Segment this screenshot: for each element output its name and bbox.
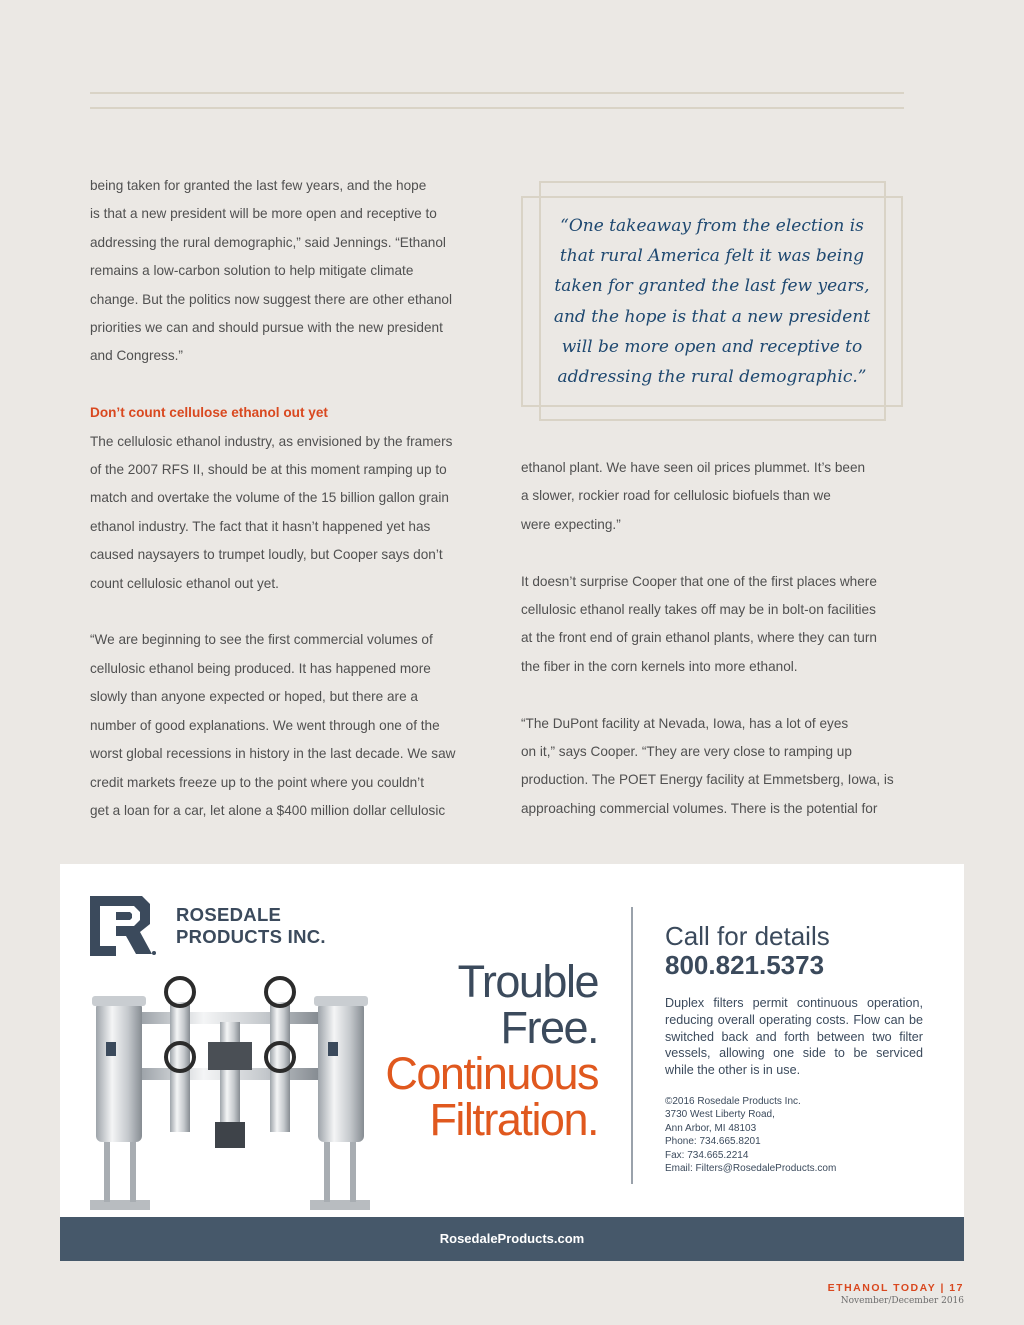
paragraph-gap <box>521 539 921 567</box>
magazine-page-number: ETHANOL TODAY | 17 <box>827 1282 964 1294</box>
ad-contact-block <box>665 921 923 1175</box>
headline-line: Filtration. <box>429 1094 598 1145</box>
advertisement[interactable] <box>60 864 964 1261</box>
contact-line: ©2016 Rosedale Products Inc. <box>665 1095 801 1107</box>
ad-headline <box>385 956 598 1145</box>
phone-number[interactable]: 800.821.5373 <box>665 950 825 980</box>
body-line: at the front end of grain ethanol plants, where they can turn <box>521 630 877 646</box>
brand-line: ROSEDALE <box>176 904 282 925</box>
pull-quote <box>521 181 903 407</box>
headline-line: Trouble <box>457 956 598 1007</box>
body-line: were expecting.” <box>521 516 621 532</box>
body-line: change. But the politics now suggest there are other ethanol <box>90 291 452 307</box>
body-line: It doesn’t surprise Cooper that one of the first places where <box>521 573 877 589</box>
body-line: priorities we can and should pursue with the new president <box>90 320 443 336</box>
contact-line: 3730 West Liberty Road, <box>665 1109 775 1121</box>
ad-divider <box>631 907 633 1184</box>
body-line: approaching commercial volumes. There is the potential for <box>521 800 878 816</box>
body-line: count cellulosic ethanol out yet. <box>90 575 279 591</box>
ad-description: Duplex filters permit continuous operation, reducing overall operating costs. Flow can be switched back and forth between two filter vessels, allowing one side to be serviced while the other is in use. <box>665 996 923 1078</box>
website-link[interactable]: RosedaleProducts.com <box>60 1217 964 1261</box>
contact-line: Fax: 734.665.2214 <box>665 1149 749 1161</box>
quote-line: “One takeaway from the election is <box>560 216 864 236</box>
body-line: caused naysayers to trumpet loudly, but Cooper says don’t <box>90 547 443 563</box>
cta-label: Call for details <box>665 921 830 951</box>
paragraph-gap <box>90 598 490 626</box>
body-line: get a loan for a car, let alone a $400 million dollar cellulosic <box>90 802 446 818</box>
body-line: of the 2007 RFS II, should be at this moment ramping up to <box>90 462 447 478</box>
body-line: is that a new president will be more open and receptive to <box>90 206 437 222</box>
pull-quote-text <box>541 211 883 392</box>
body-line: a slower, rockier road for cellulosic biofuels than we <box>521 488 831 504</box>
body-line: and Congress.” <box>90 348 183 364</box>
body-line: “The DuPont facility at Nevada, Iowa, has a lot of eyes <box>521 715 849 731</box>
body-line: The cellulosic ethanol industry, as envisioned by the framers <box>90 433 453 449</box>
contact-line[interactable]: Email: Filters@RosedaleProducts.com <box>665 1163 837 1175</box>
duplex-filter-icon <box>90 972 370 1227</box>
body-line: credit markets freeze up to the point where you couldn’t <box>90 774 424 790</box>
contact-line: Ann Arbor, MI 48103 <box>665 1122 757 1134</box>
body-line: the fiber in the corn kernels into more ethanol. <box>521 658 798 674</box>
headline-line: Free. <box>500 1002 598 1053</box>
quote-line: that rural America felt it was being <box>559 246 865 267</box>
brand-name <box>176 904 326 948</box>
quote-line: will be more open and receptive to <box>561 336 863 357</box>
issue-date: November/December 2016 <box>840 1296 964 1306</box>
body-line: being taken for granted the last few years, and the hope <box>90 178 427 193</box>
quote-line: addressing the rural demographic.” <box>557 367 867 388</box>
quote-line: and the hope is that a new president <box>553 306 871 327</box>
body-line: production. The POET Energy facility at Emmetsberg, Iowa, is <box>521 772 894 788</box>
page-folio <box>828 1282 964 1307</box>
body-line: cellulosic ethanol really takes off may be in bolt-on facilities <box>521 602 876 618</box>
contact-details <box>665 1095 923 1175</box>
article-column-left <box>90 172 490 825</box>
top-rule <box>90 92 904 94</box>
quote-line: taken for granted the last few years, <box>554 276 870 297</box>
body-line: number of good explanations. We went through one of the <box>90 717 440 733</box>
article-column-right <box>521 454 921 823</box>
body-line: match and overtake the volume of the 15 billion gallon grain <box>90 490 449 506</box>
headline-line: Continuous <box>385 1048 598 1099</box>
body-line: “We are beginning to see the first commercial volumes of <box>90 632 433 648</box>
body-line: ethanol plant. We have seen oil prices plummet. It’s been <box>521 460 866 475</box>
body-line: remains a low-carbon solution to help mitigate climate <box>90 263 414 279</box>
rosedale-logo-icon <box>90 896 158 956</box>
brand-line: PRODUCTS INC. <box>176 926 326 947</box>
contact-line[interactable]: Phone: 734.665.8201 <box>665 1136 761 1148</box>
section-subhead: Don’t count cellulose ethanol out yet <box>90 405 328 421</box>
top-rule-2 <box>90 107 904 109</box>
paragraph-gap <box>90 371 490 399</box>
body-line: on it,” says Cooper. “They are very close to ramping up <box>521 744 852 760</box>
body-line: cellulosic ethanol being produced. It has happened more <box>90 660 431 676</box>
paragraph-gap <box>521 681 921 709</box>
body-line: addressing the rural demographic,” said Jennings. “Ethanol <box>90 234 446 250</box>
body-line: worst global recessions in history in the last decade. We saw <box>90 746 456 762</box>
body-line: slowly than anyone expected or hoped, but there are a <box>90 689 418 705</box>
body-line: ethanol industry. The fact that it hasn’t happened yet has <box>90 518 431 534</box>
